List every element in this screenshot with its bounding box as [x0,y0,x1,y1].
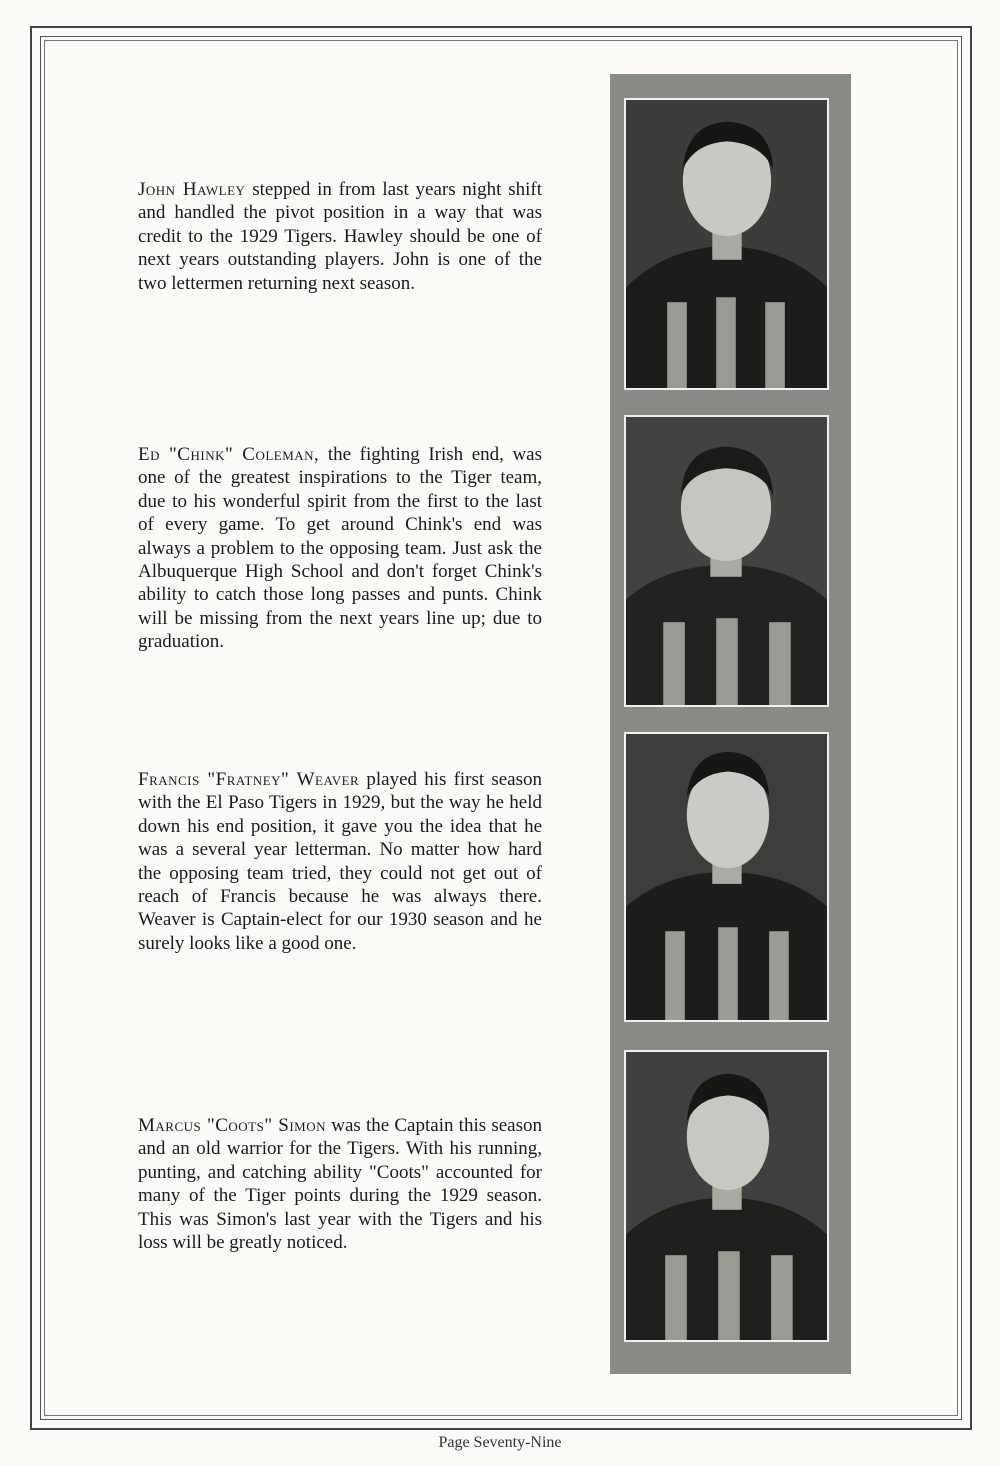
player-description: was the Captain this season and an old warrior for the Tigers. With his running, punting, and catching ability "Coots" accounted for many of the Tiger points during the 1929 season. This was Simon's last year with the Tigers and his loss will be greatly noticed. [138,1115,542,1254]
player-photo-coleman [624,415,829,707]
player-bio-hawley [138,178,542,295]
player-bio-weaver [138,768,542,955]
player-photo-weaver [624,732,829,1022]
player-description: the fighting Irish end, was one of the greatest inspirations to the Tiger team, due to his wonderful spirit from the first to the last of every game. To get around Chink's end was always a problem to the opposing team. Just ask the Albuquerque High School and don't forget Chink's ability to catch those long passes and punts. Chink will be missing from the next years line up; due to graduation. [138,444,543,653]
player-description: stepped in from last years night shift and handled the pivot position in a way that was credit to the 1929 Tigers. Hawley should be one of next years outstanding players. John is one of the two lettermen returning next season. [138,179,543,294]
player-name: Marcus "Coots" Simon [138,1115,327,1136]
player-bio-coleman [138,443,542,654]
photo-strip [610,74,851,1374]
player-photo-simon [624,1050,829,1342]
player-name: Francis "Fratney" Weaver [138,769,360,790]
player-description: played his first season with the El Paso Tigers in 1929, but the way he held down his end position, it gave you the idea that he was a several year letterman. No matter how hard the opposing team tried, they could not get out of reach of Francis because he was always there. Weaver is Captain-elect for our 1930 season and he surely looks like a good one. [138,769,543,954]
player-name: Ed "Chink" Coleman, [138,444,320,465]
player-photo-hawley [624,98,829,390]
player-bio-simon [138,1114,542,1254]
page-number: Page Seventy-Nine [438,1434,562,1451]
player-name: John Hawley [138,179,246,200]
